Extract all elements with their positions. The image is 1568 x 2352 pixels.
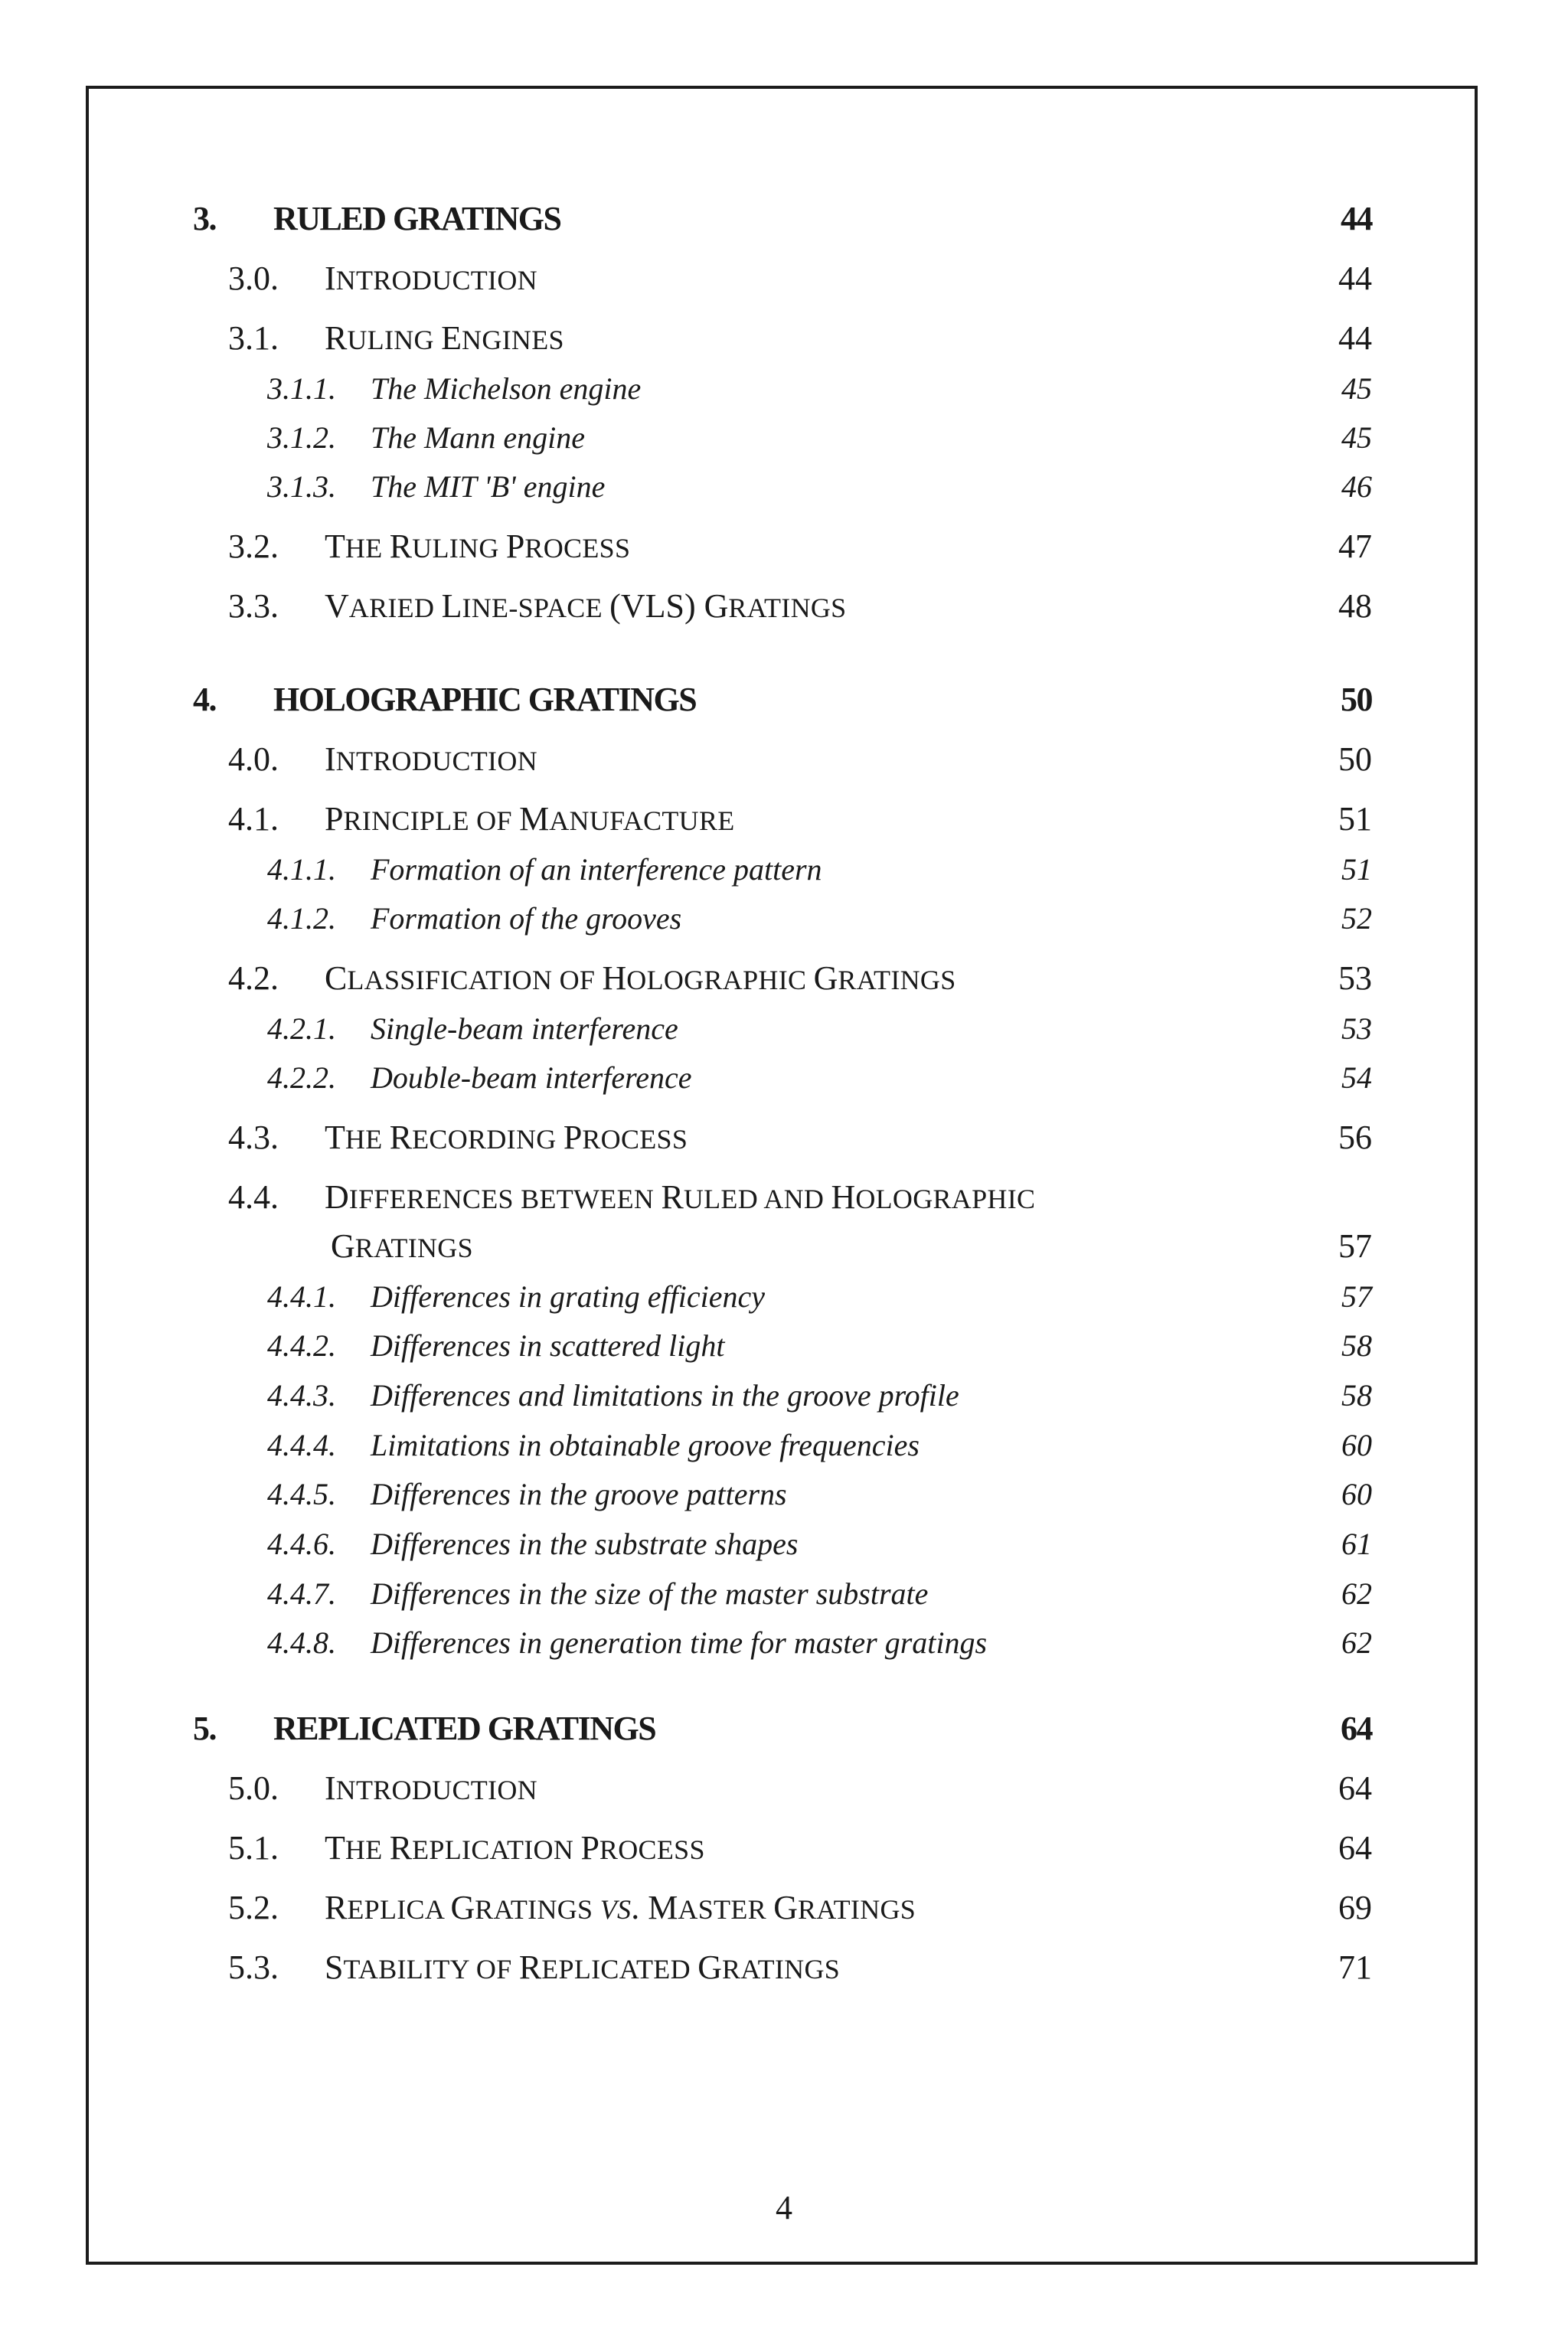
page-number: 48 [1338, 587, 1372, 625]
page-number: 44 [1338, 260, 1372, 297]
subsection-number: 4.4.4. [267, 1428, 336, 1462]
page-number: 51 [1338, 800, 1372, 838]
page-number: 52 [1341, 901, 1372, 936]
section-title-continued: GRATINGS [331, 1227, 473, 1265]
page-number: 44 [1341, 200, 1372, 237]
section-title: INTRODUCTION [325, 740, 537, 778]
page-number: 46 [1341, 469, 1372, 504]
page-number: 64 [1338, 1769, 1372, 1807]
subsection-number: 4.2.1. [267, 1011, 336, 1046]
section-number: 3.3. [228, 587, 279, 625]
section-title: THE RULING PROCESS [325, 528, 631, 565]
page-number: 45 [1341, 371, 1372, 406]
chapter-title: HOLOGRAPHIC GRATINGS [273, 681, 697, 718]
chapter-title: REPLICATED GRATINGS [273, 1710, 656, 1747]
page-number: 62 [1341, 1576, 1372, 1611]
page-number: 57 [1341, 1279, 1372, 1314]
page-number: 51 [1341, 852, 1372, 887]
page-number: 47 [1338, 528, 1372, 565]
subsection-title: Differences and limitations in the groove profile [371, 1378, 959, 1413]
page-number: 64 [1341, 1710, 1372, 1747]
page-number: 56 [1338, 1119, 1372, 1156]
page-number: 54 [1341, 1060, 1372, 1095]
page-number: 60 [1341, 1428, 1372, 1462]
section-title: STABILITY OF REPLICATED GRATINGS [325, 1949, 841, 1986]
subsection-number: 4.1.1. [267, 852, 336, 887]
section-number: 4.0. [228, 740, 279, 778]
subsection-title: The MIT 'B' engine [371, 469, 606, 504]
page-number: 71 [1338, 1949, 1372, 1986]
chapter-number: 5. [193, 1710, 216, 1747]
section-number: 3.0. [228, 260, 279, 297]
section-title: THE RECORDING PROCESS [325, 1119, 688, 1156]
footer-page-number: 4 [776, 2189, 792, 2226]
section-number: 4.1. [228, 800, 279, 838]
section-title: INTRODUCTION [325, 260, 537, 297]
subsection-title: The Mann engine [371, 420, 585, 455]
subsection-number: 4.2.2. [267, 1060, 336, 1095]
page-number: 53 [1338, 959, 1372, 997]
subsection-title: The Michelson engine [371, 371, 642, 406]
page-number: 62 [1341, 1625, 1372, 1660]
page-number: 53 [1341, 1011, 1372, 1046]
page-number: 57 [1338, 1227, 1372, 1265]
subsection-number: 4.4.3. [267, 1378, 336, 1413]
section-title: REPLICA GRATINGS VS. MASTER GRATINGS [325, 1889, 916, 1926]
chapter-number: 4. [193, 681, 216, 718]
subsection-number: 4.4.7. [267, 1576, 336, 1611]
section-number: 4.2. [228, 959, 279, 997]
page-number: 69 [1338, 1889, 1372, 1926]
subsection-title: Differences in grating efficiency [371, 1279, 766, 1314]
page-number: 50 [1341, 681, 1372, 718]
subsection-title: Single-beam interference [371, 1011, 678, 1046]
section-title: RULING ENGINES [325, 319, 564, 357]
chapter-title: RULED GRATINGS [273, 200, 561, 237]
subsection-title: Double-beam interference [371, 1060, 692, 1095]
subsection-title: Formation of an interference pattern [371, 852, 822, 887]
section-number: 5.3. [228, 1949, 279, 1986]
section-title: CLASSIFICATION OF HOLOGRAPHIC GRATINGS [325, 959, 956, 997]
section-title: VARIED LINE-SPACE (VLS) GRATINGS [325, 587, 847, 625]
page-number: 64 [1338, 1829, 1372, 1867]
subsection-number: 3.1.1. [267, 371, 336, 406]
page-number: 58 [1341, 1378, 1372, 1413]
subsection-title: Formation of the grooves [371, 901, 682, 936]
chapter-number: 3. [193, 200, 216, 237]
section-title: INTRODUCTION [325, 1769, 537, 1807]
section-number: 3.2. [228, 528, 279, 565]
subsection-number: 4.1.2. [267, 901, 336, 936]
section-title: THE REPLICATION PROCESS [325, 1829, 705, 1867]
section-number: 4.4. [228, 1178, 279, 1216]
subsection-title: Differences in the groove patterns [371, 1477, 787, 1511]
section-title: DIFFERENCES BETWEEN RULED AND HOLOGRAPHIC [325, 1178, 1036, 1216]
section-number: 3.1. [228, 319, 279, 357]
subsection-number: 4.4.6. [267, 1527, 336, 1561]
page-number: 60 [1341, 1477, 1372, 1511]
subsection-number: 4.4.1. [267, 1279, 336, 1314]
section-number: 5.1. [228, 1829, 279, 1867]
page-number: 44 [1338, 319, 1372, 357]
subsection-number: 4.4.8. [267, 1625, 336, 1660]
subsection-title: Differences in the size of the master substrate [371, 1576, 929, 1611]
subsection-title: Differences in scattered light [371, 1328, 725, 1363]
subsection-title: Differences in generation time for master gratings [371, 1625, 988, 1660]
subsection-title: Differences in the substrate shapes [371, 1527, 799, 1561]
page-number: 58 [1341, 1328, 1372, 1363]
subsection-number: 4.4.5. [267, 1477, 336, 1511]
section-number: 5.0. [228, 1769, 279, 1807]
subsection-number: 3.1.2. [267, 420, 336, 455]
section-number: 5.2. [228, 1889, 279, 1926]
subsection-number: 3.1.3. [267, 469, 336, 504]
page-number: 50 [1338, 740, 1372, 778]
subsection-number: 4.4.2. [267, 1328, 336, 1363]
page-number: 61 [1341, 1527, 1372, 1561]
subsection-title: Limitations in obtainable groove frequencies [371, 1428, 920, 1462]
section-title: PRINCIPLE OF MANUFACTURE [325, 800, 735, 838]
page-number: 45 [1341, 420, 1372, 455]
section-number: 4.3. [228, 1119, 279, 1156]
